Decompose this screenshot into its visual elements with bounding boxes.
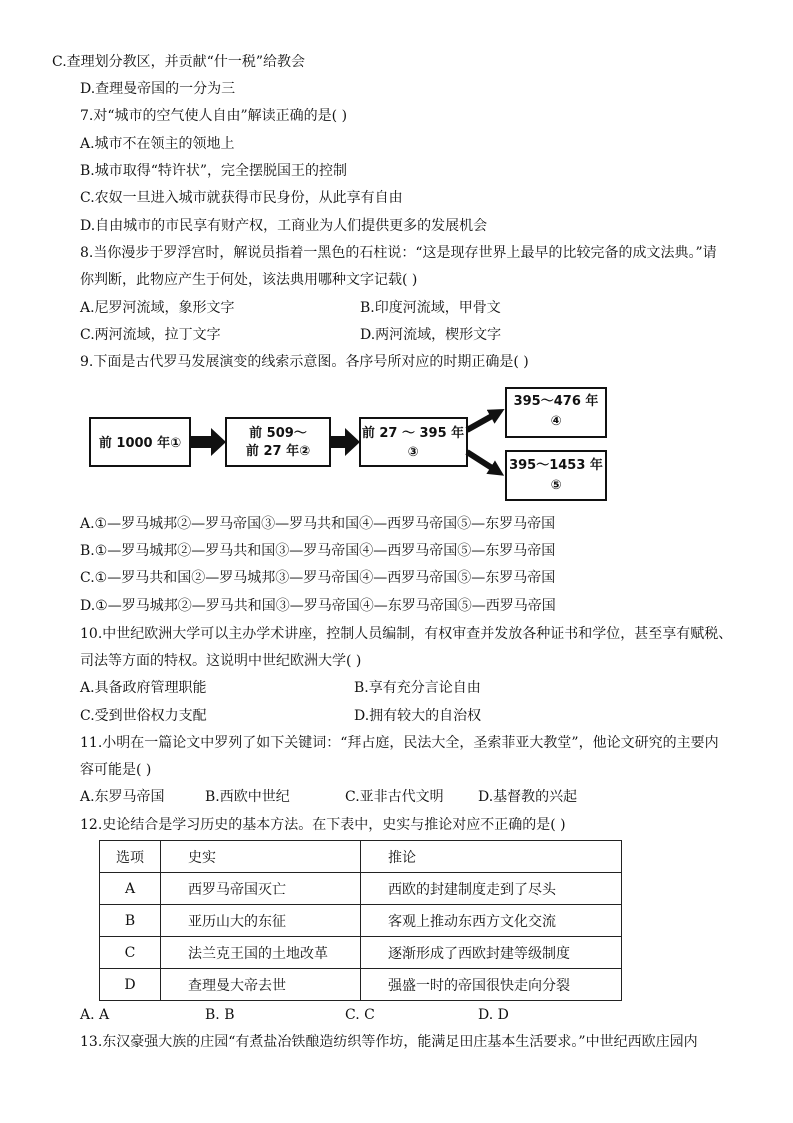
table-header-option: 选项 [100, 841, 161, 873]
q12-option-b: B. B [205, 1007, 235, 1023]
q9-option-b: B.①—罗马城邦②—罗马共和国③—罗马帝国④—西罗马帝国⑤—东罗马帝国 [80, 543, 556, 559]
table-cell-fact: 亚历山大的东征 [161, 905, 361, 937]
timeline-node-2-label-line1: 前 509～ [249, 426, 307, 441]
table-header-inference: 推论 [361, 841, 622, 873]
q10-option-d: D.拥有较大的自治权 [354, 708, 482, 724]
q13-stem-line1: 13.东汉豪强大族的庄园“有煮盐冶铁酿造纺织等作坊，能满足田庄基本生活要求。”中世纪西欧庄园内 [80, 1034, 698, 1050]
q8-stem-line1: 8.当你漫步于罗浮宫时，解说员指着一黑色的石柱说：“这是现存世界上最早的比较完备的成文法典。”请 [80, 245, 717, 261]
q11-stem-line2: 容可能是( ) [80, 762, 152, 778]
q7-stem: 7.对“城市的空气使人自由”解读正确的是( ) [80, 108, 348, 124]
q8-option-c: C.两河流域，拉丁文字 [80, 327, 221, 343]
timeline-node-4-label-line2: ④ [550, 414, 562, 429]
q9-option-a: A.①—罗马城邦②—罗马帝国③—罗马共和国④—西罗马帝国⑤—东罗马帝国 [80, 516, 556, 532]
table-cell-option: B [100, 905, 161, 937]
q10-option-c: C.受到世俗权力支配 [80, 708, 207, 724]
q8-option-b: B.印度河流域，甲骨文 [360, 300, 501, 316]
q6-option-d: D.查理曼帝国的一分为三 [80, 81, 236, 97]
q8-stem-line2: 你判断，此物应产生于何处，该法典用哪种文字记载( ) [80, 272, 418, 288]
q11-stem-line1: 11.小明在一篇论文中罗列了如下关键词：“拜占庭，民法大全，圣索菲亚大教堂”，他论文研究的主要内 [80, 735, 719, 751]
q9-option-d: D.①—罗马城邦②—罗马共和国③—罗马帝国④—东罗马帝国⑤—西罗马帝国 [80, 598, 556, 614]
q12-table [99, 840, 622, 1001]
table-row [100, 905, 622, 937]
timeline-arrow-1 [190, 428, 226, 456]
table-cell-option: C [100, 937, 161, 969]
timeline-node-4-label-line1: 395～476 年 [513, 394, 599, 409]
q10-stem-line2: 司法等方面的特权。这说明中世纪欧洲大学( ) [80, 653, 362, 669]
table-cell-inference: 强盛一时的帝国很快走向分裂 [361, 969, 622, 1001]
q10-option-b: B.享有充分言论自由 [354, 680, 481, 696]
q11-option-c: C.亚非古代文明 [345, 789, 444, 805]
table-row [100, 873, 622, 905]
q12-stem: 12.史论结合是学习历史的基本方法。在下表中，史实与推论对应不正确的是( ) [80, 817, 566, 833]
table-cell-inference: 逐渐形成了西欧封建等级制度 [361, 937, 622, 969]
timeline-arrow-2 [330, 428, 360, 456]
table-header-row [100, 841, 622, 873]
q9-option-c: C.①—罗马共和国②—罗马城邦③—罗马帝国④—西罗马帝国⑤—东罗马帝国 [80, 570, 556, 586]
q7-option-b: B.城市取得“特许状”，完全摆脱国王的控制 [80, 163, 348, 179]
q7-option-d: D.自由城市的市民享有财产权，工商业为人们提供更多的发展机会 [80, 218, 488, 234]
q12-option-d: D. D [478, 1007, 509, 1023]
table-cell-option: D [100, 969, 161, 1001]
table-cell-fact: 法兰克王国的土地改革 [161, 937, 361, 969]
q10-stem-line1: 10.中世纪欧洲大学可以主办学术讲座，控制人员编制，有权审查并发放各种证书和学位，甚至享有赋税、 [80, 626, 733, 642]
timeline-arrow-down [467, 452, 492, 468]
q8-option-a: A.尼罗河流域，象形文字 [80, 300, 235, 316]
q12-option-a: A. A [80, 1007, 110, 1023]
q10-option-a: A.具备政府管理职能 [80, 680, 207, 696]
timeline-node-2-label-line2: 前 27 年② [245, 444, 311, 459]
table-header-fact: 史实 [161, 841, 361, 873]
timeline-node-3-label-line1: 前 27 ～ 395 年 [361, 426, 465, 441]
q8-option-d: D.两河流域，楔形文字 [360, 327, 502, 343]
q6-option-c: C.查理划分教区，并贡献“什一税”给教会 [52, 54, 305, 70]
table-cell-fact: 西罗马帝国灭亡 [161, 873, 361, 905]
q11-option-d: D.基督教的兴起 [478, 789, 578, 805]
q11-option-b: B.西欧中世纪 [205, 789, 290, 805]
table-cell-inference: 西欧的封建制度走到了尽头 [361, 873, 622, 905]
table-cell-option: A [100, 873, 161, 905]
timeline-node-1-label: 前 1000 年① [98, 436, 182, 451]
table-cell-inference: 客观上推动东西方文化交流 [361, 905, 622, 937]
q9-stem: 9.下面是古代罗马发展演变的线索示意图。各序号所对应的时期正确是( ) [80, 354, 529, 370]
table-row [100, 937, 622, 969]
rome-timeline-diagram [0, 380, 793, 510]
timeline-arrow-up [467, 416, 492, 430]
q7-option-c: C.农奴一旦进入城市就获得市民身份，从此享有自由 [80, 190, 403, 206]
timeline-node-5-label-line1: 395～1453 年 [509, 458, 603, 473]
timeline-node-5-label-line2: ⑤ [550, 478, 562, 493]
table-cell-fact: 查理曼大帝去世 [161, 969, 361, 1001]
q12-option-c: C. C [345, 1007, 375, 1023]
timeline-node-3-label-line2: ③ [407, 445, 419, 460]
table-row [100, 969, 622, 1001]
q7-option-a: A.城市不在领主的领地上 [80, 136, 235, 152]
q11-option-a: A.东罗马帝国 [80, 789, 165, 805]
